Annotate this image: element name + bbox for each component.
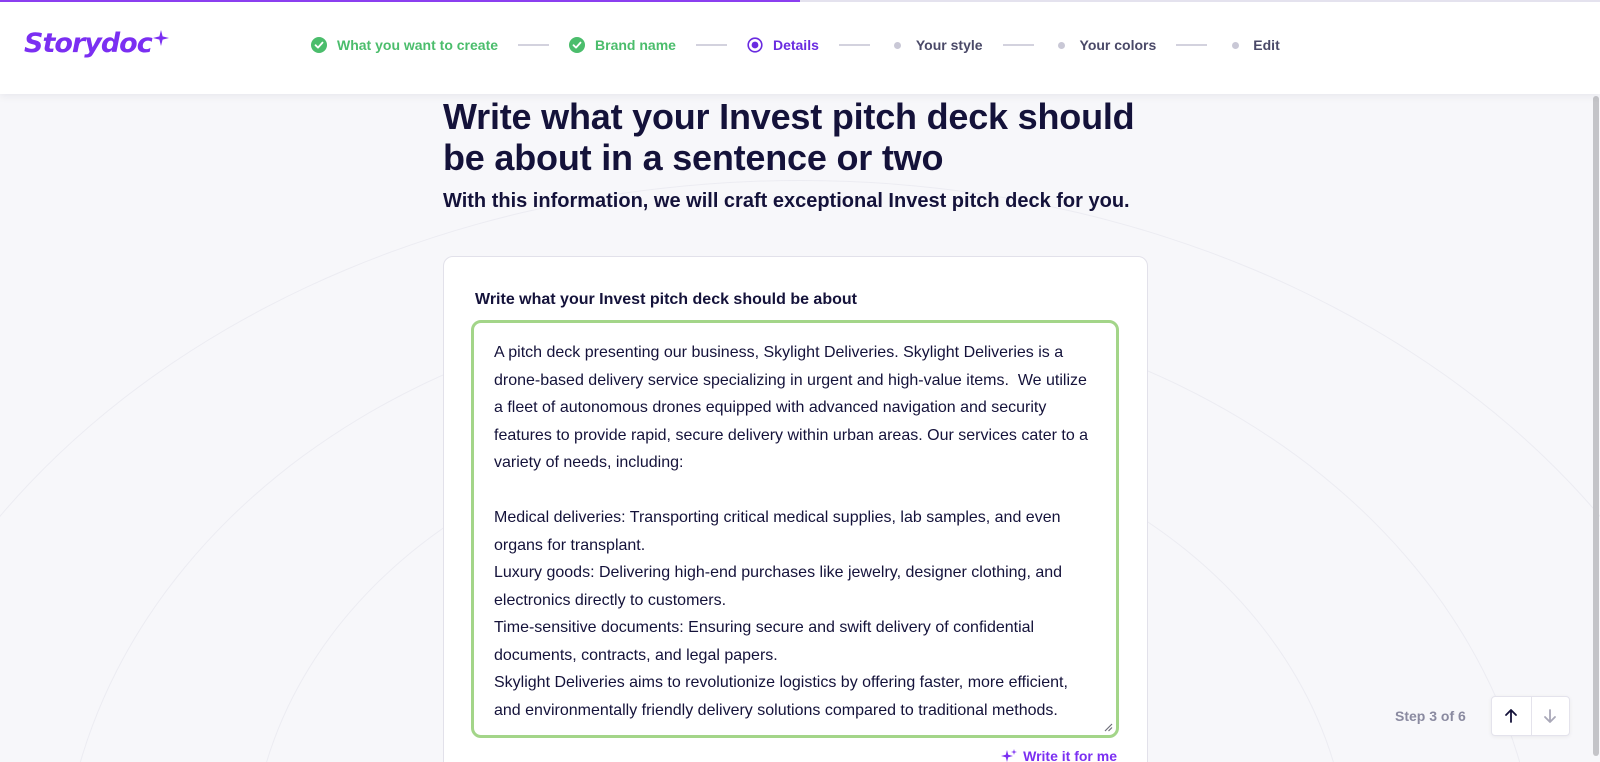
step-connector (839, 44, 870, 46)
sparkle-icon (153, 30, 169, 46)
step-counter: Step 3 of 6 (1395, 708, 1466, 724)
step-connector (696, 44, 727, 46)
step-your-colors[interactable] (1054, 37, 1157, 53)
step-edit[interactable] (1227, 37, 1279, 53)
step-label: Details (772, 37, 819, 53)
dot-icon (1054, 37, 1070, 53)
form-card (443, 256, 1148, 762)
main-content (443, 96, 1143, 213)
storydoc-logo[interactable] (24, 28, 169, 59)
step-what-you-want-to-create[interactable] (311, 37, 498, 53)
scrollbar-thumb[interactable] (1593, 96, 1599, 756)
step-label: What you want to create (337, 37, 499, 53)
check-circle-icon (311, 37, 327, 53)
field-label: Write what your Invest pitch deck should be about (475, 291, 857, 308)
step-brand-name[interactable] (569, 37, 676, 53)
description-textarea-value[interactable]: A pitch deck presenting our business, Skylight Deliveries. Skylight Deliveries is a drone-based delivery service specializing in urgent and high-value items. We utilize a fleet of autonomous drones equipped with advanced navigation and security features to provide rapid, secure delivery within urban areas. Our services cater to a variety of needs, including: Medical deliveries: Transporting critical medical supplies, lab samples, and even organs for transplant. Luxury goods: Delivering high-end purchases like jewelry, designer clothing, and electronics directly to customers. Time-sensitive documents: Ensuring secure and swift delivery of confidential documents, contracts, and legal papers. Skylight Deliveries aims to revolutionize logistics by offering faster, more efficient, and environmentally friendly delivery solutions compared to traditional methods. (494, 344, 1089, 719)
step-your-style[interactable] (890, 37, 983, 53)
logo-wordmark: Storydoc (24, 28, 152, 59)
step-label: Your style (915, 37, 983, 53)
step-navigation (1491, 696, 1570, 736)
step-connector (1176, 44, 1207, 46)
dot-icon (1227, 37, 1243, 53)
write-it-for-me-button[interactable] (1001, 748, 1117, 762)
progress-bar-fill (0, 0, 800, 2)
check-circle-icon (569, 37, 585, 53)
progress-bar (0, 0, 1600, 2)
description-textarea[interactable] (471, 320, 1119, 738)
page-title: Write what your Invest pitch deck should be about in a sentence or two (443, 96, 1135, 178)
step-label: Brand name (595, 37, 676, 53)
dot-icon (890, 37, 906, 53)
next-step-button[interactable] (1531, 697, 1570, 735)
step-connector (1003, 44, 1034, 46)
step-connector (518, 44, 549, 46)
top-header (0, 0, 1600, 94)
arrow-down-icon (1542, 708, 1558, 724)
page-subtitle: With this information, we will craft exceptional Invest pitch deck for you. (443, 190, 1130, 212)
resize-handle-icon[interactable] (1103, 722, 1113, 732)
previous-step-button[interactable] (1492, 697, 1531, 735)
sparkle-icon (1001, 749, 1017, 762)
step-details[interactable] (747, 37, 819, 53)
page-scrollbar[interactable] (1592, 94, 1600, 762)
step-label: Edit (1253, 37, 1280, 53)
write-it-for-me-label: Write it for me (1023, 748, 1117, 762)
radio-current-icon (747, 37, 763, 53)
step-label: Your colors (1079, 37, 1157, 53)
arrow-up-icon (1503, 708, 1519, 724)
wizard-steps (311, 0, 1280, 90)
